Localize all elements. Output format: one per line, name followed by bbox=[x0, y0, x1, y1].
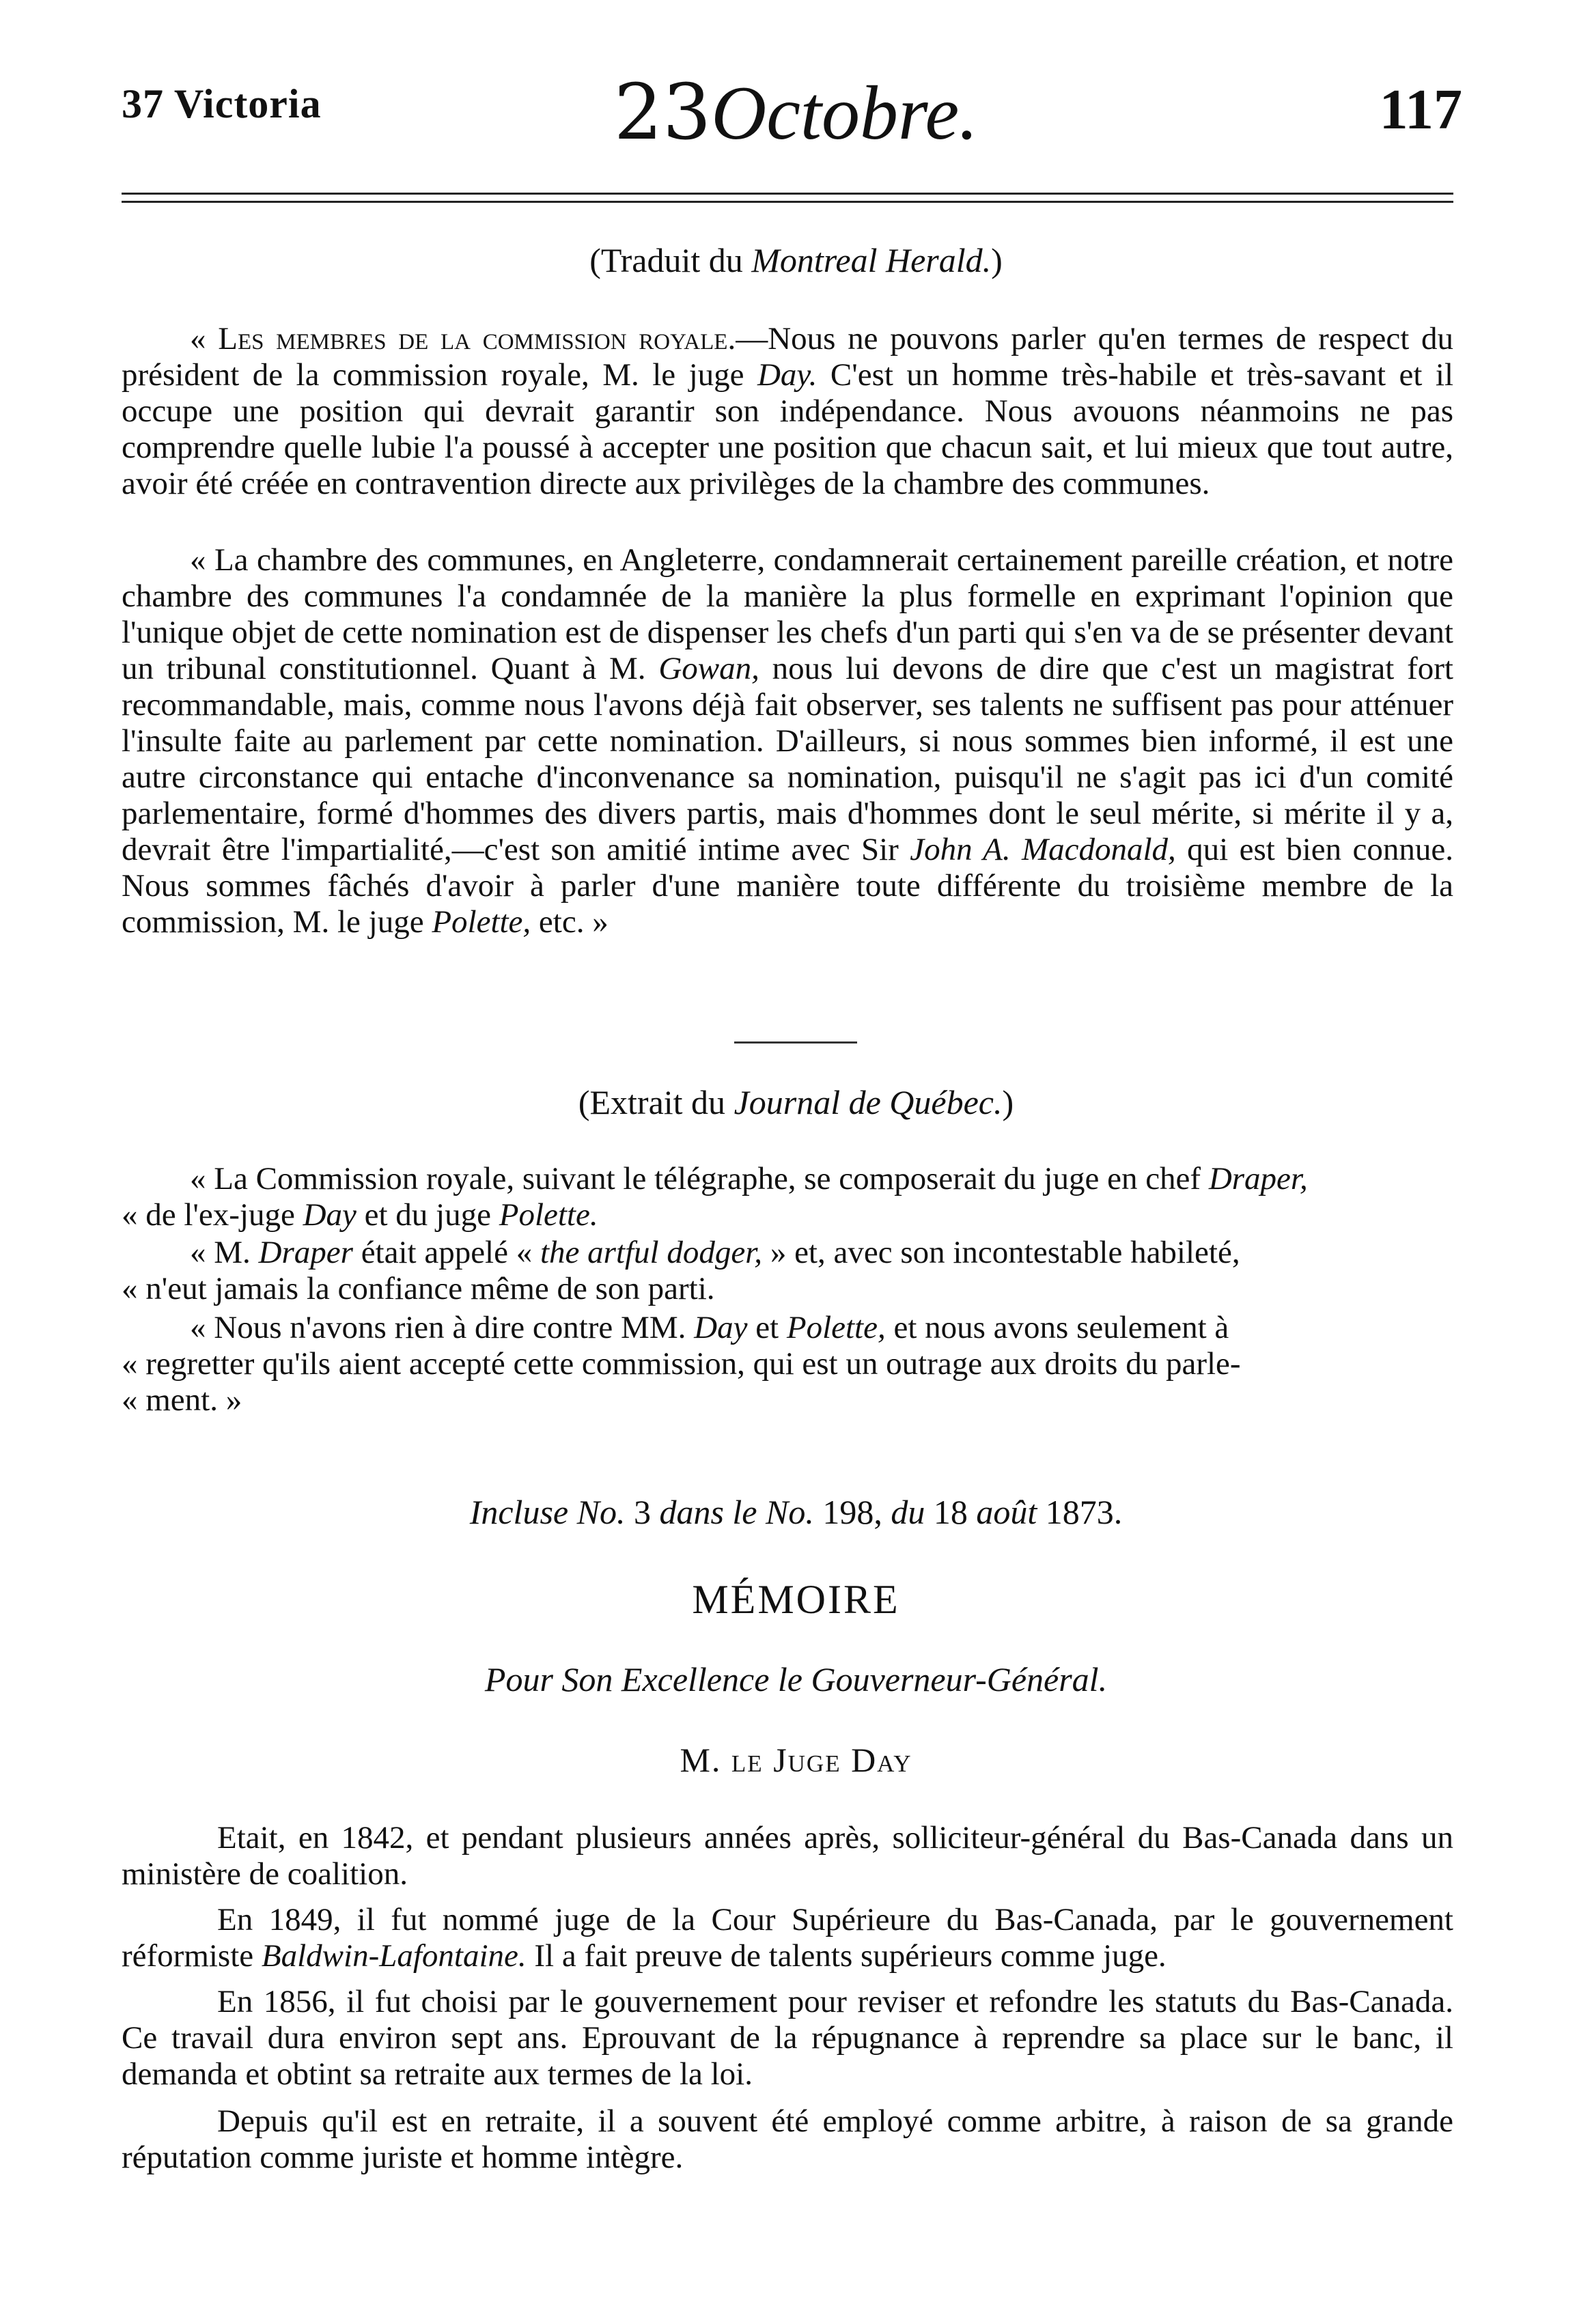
header-date bbox=[0, 68, 1592, 158]
name-day: Day bbox=[694, 1310, 748, 1345]
memoire-subtitle: Pour Son Excellence le Gouverneur-Général. bbox=[484, 1660, 1108, 1698]
name-day: Day bbox=[303, 1197, 357, 1233]
quebec-quote-2: « M. Draper était appelé « the artful dodger, » et, avec son incontestable habileté, « n'eut jamais la confiance même de son parti. bbox=[122, 1235, 1240, 1306]
herald-paragraph-2: « La chambre des communes, en Angleterre, condamnerait certainement pareille création, et notre chambre des communes l'a condamnée de la manière la plus formelle en exprimant l'opinion que l'unique objet de cette nomination est de dispenser les chefs d'un parti qui s'en va de se présenter devant un tribunal constitutionnel. Quant à M. Gowan, nous lui devons de dire que c'est un magistrat fort recommandable, mais, comme nous l'avons déjà fait observer, ses talents ne suffisent pas pour atténuer l'insulte faite au parlement par cette nomination. D'ailleurs, si nous sommes bien informé, il est une autre circonstance qui entache d'inconvenance sa nomination, puisqu'il ne s'agit pas ici d'un comité parlementaire, formé d'hommes des divers partis, mais d'hommes dont le seul mérite, si mérite il y a, devrait être l'impartialité,—c'est son amitié intime avec Sir John A. Macdonald, qui est bien connue. Nous sommes fâchés d'avoir à parler d'une manière toute différente du troisième membre de la commission, M. le juge Polette, etc. » bbox=[122, 542, 1453, 940]
name-day: Day. bbox=[757, 357, 818, 393]
page-number: 117 bbox=[1379, 78, 1462, 141]
name-macdonald: John A. Macdonald, bbox=[910, 832, 1176, 867]
quebec-quote-3: « Nous n'avons rien à dire contre MM. Day et Polette, et nous avons seulement à « regretter qu'ils aient accepté cette commission, qui est un outrage aux droits du parle- « ment. » bbox=[122, 1310, 1241, 1418]
memoire-paragraph-3: En 1856, il fut choisi par le gouvernement pour reviser et refondre les statuts du Bas-Canada. Ce travail dura environ sept ans. Eprouvant de la répugnance à reprendre sa place sur le banc, il demanda et obtint sa retraite aux termes de la loi. bbox=[122, 1984, 1453, 2092]
header-rule-bottom bbox=[122, 201, 1453, 203]
name-polette: Polette. bbox=[499, 1197, 598, 1233]
section-caps: Les membres de la commission royale bbox=[218, 321, 728, 356]
nickname: the artful dodger, bbox=[540, 1235, 763, 1270]
herald-paragraph-1: « Les membres de la commission royale.—Nous ne pouvons parler qu'en termes de respect du président de la commission royale, M. le juge Day. C'est un homme très-habile et très-savant et il occupe une position qui devrait garantir son indépendance. Nous avouons néanmoins ne pas comprendre quelle lubie l'a poussé à accepter une position que chacun sait, et lui mieux que tout autre, avoir été créée en contravention directe aux privilèges de la chambre des communes. bbox=[122, 321, 1453, 501]
header-date-month: Octobre. bbox=[711, 71, 979, 156]
header-date-day: 23 bbox=[613, 68, 712, 157]
inclosure-heading: Incluse No. 3 dans le No. 198, du 18 août 1873. bbox=[469, 1493, 1123, 1531]
memoire-paragraph-1: Etait, en 1842, et pendant plusieurs années après, solliciteur-général du Bas-Canada dans un ministère de coalition. bbox=[122, 1820, 1453, 1892]
source-title-quebec: (Extrait du Journal de Québec.) bbox=[578, 1083, 1014, 1121]
name-draper: Draper, bbox=[1208, 1161, 1308, 1196]
name-gowan: Gowan, bbox=[658, 651, 759, 686]
header-rule-top bbox=[122, 193, 1453, 195]
name-polette: Polette, bbox=[786, 1310, 886, 1345]
memoire-title: MÉMOIRE bbox=[692, 1577, 900, 1622]
header-volume: 37 Victoria bbox=[122, 81, 322, 126]
newspaper-name: Journal de Québec. bbox=[734, 1083, 1003, 1121]
name-polette: Polette, bbox=[432, 904, 531, 940]
memoire-judge-heading: M. le Juge Day bbox=[680, 1741, 912, 1779]
newspaper-name: Montreal Herald. bbox=[751, 241, 992, 279]
memoire-paragraph-4: Depuis qu'il est en retraite, il a souvent été employé comme arbitre, à raison de sa grande réputation comme juriste et homme intègre. bbox=[122, 2103, 1453, 2175]
name-baldwin-lafontaine: Baldwin-Lafontaine. bbox=[261, 1938, 527, 1974]
source-title-herald: (Traduit du Montreal Herald.) bbox=[589, 241, 1003, 279]
section-divider bbox=[734, 1041, 857, 1044]
memoire-paragraph-2: En 1849, il fut nommé juge de la Cour Supérieure du Bas-Canada, par le gouvernement réformiste Baldwin-Lafontaine. Il a fait preuve de talents supérieurs comme juge. bbox=[122, 1902, 1453, 1974]
name-draper: Draper bbox=[258, 1235, 353, 1270]
quebec-quote-1: « La Commission royale, suivant le télégraphe, se composerait du juge en chef Draper, « de l'ex-juge Day et du juge Polette. bbox=[122, 1161, 1308, 1233]
